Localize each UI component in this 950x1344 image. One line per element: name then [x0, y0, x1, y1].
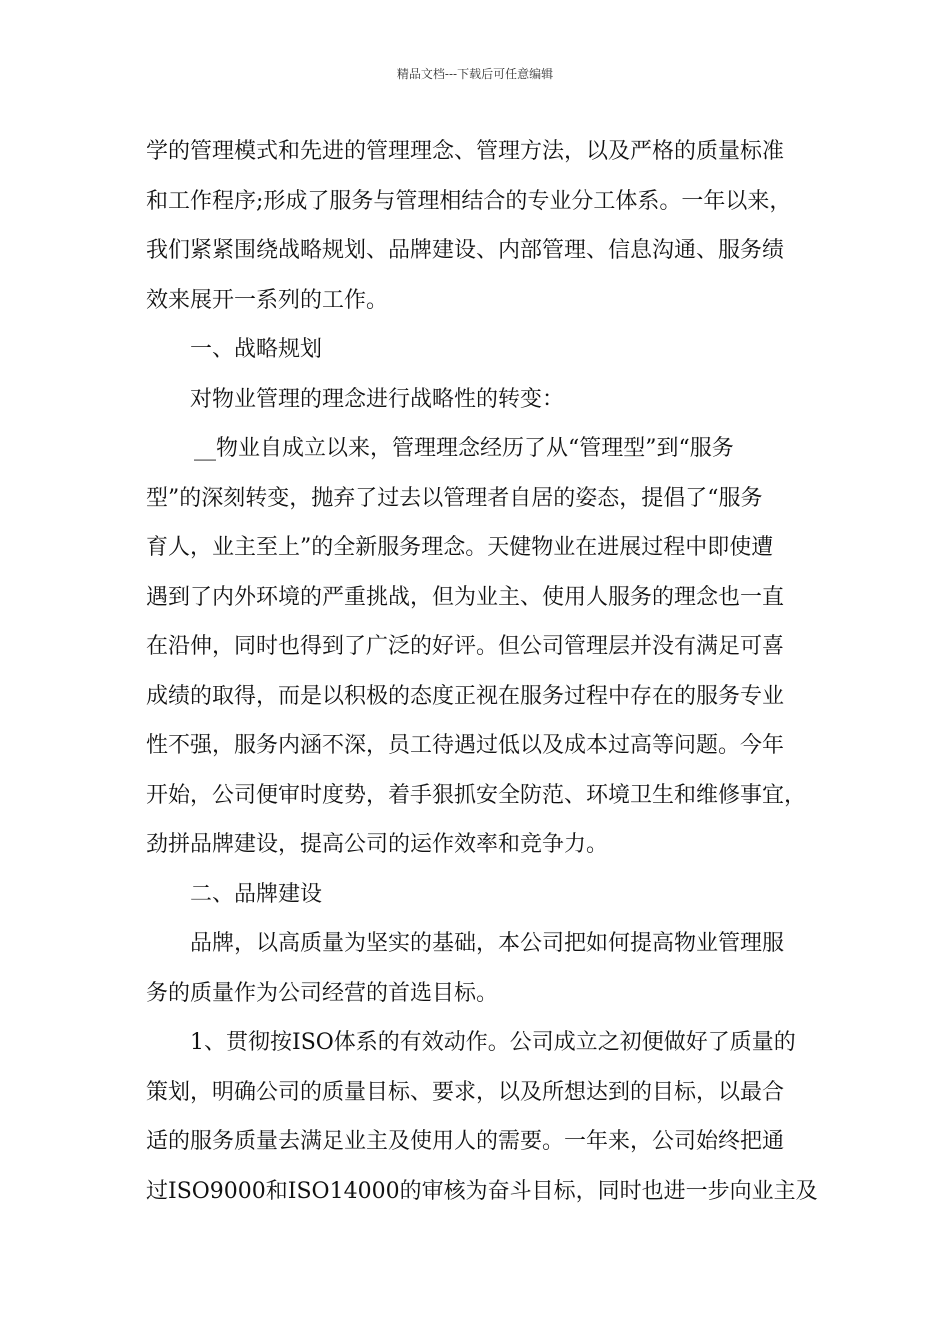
- paragraph-line: 对物业管理的理念进行战略性的转变：: [190, 386, 565, 412]
- paragraph-line: 遇到了内外环境的严重挑战，但为业主、使用人服务的理念也一直: [146, 584, 785, 610]
- page-header: 精品文档---下载后可任意编辑: [396, 67, 554, 81]
- paragraph-line: 劲拼品牌建设，提高公司的运作效率和竞争力。: [146, 832, 609, 857]
- section-heading-brand: 二、品牌建设: [190, 881, 323, 907]
- paragraph-line: 和工作程序;形成了服务与管理相结合的专业分工体系。一年以来，: [146, 188, 792, 214]
- paragraph-line: 过ISO9000和ISO14000的审核为奋斗目标，同时也进一步向业主及: [146, 1178, 818, 1204]
- paragraph-line: 策划，明确公司的质量目标、要求，以及所想达到的目标，以最合: [146, 1079, 785, 1105]
- paragraph-line: 在沿伸，同时也得到了广泛的好评。但公司管理层并没有满足可喜: [146, 634, 785, 659]
- paragraph-line: 我们紧紧围绕战略规划、品牌建设、内部管理、信息沟通、服务绩: [146, 238, 785, 263]
- paragraph-line: 学的管理模式和先进的管理理念、管理方法，以及严格的质量标准: [146, 139, 785, 164]
- section-heading-strategy: 一、战略规划: [190, 337, 323, 362]
- paragraph-line: 开始，公司便审时度势，着手狠抓安全防范、环境卫生和维修事宜，: [146, 782, 807, 808]
- paragraph-line: 效来展开一系列的工作。: [146, 287, 389, 313]
- paragraph-line: 适的服务质量去满足业主及使用人的需要。一年来，公司始终把通: [146, 1129, 785, 1154]
- paragraph-line: 性不强，服务内涵不深，员工待遇过低以及成本过高等问题。今年: [146, 733, 785, 758]
- paragraph-line: 成绩的取得，而是以积极的态度正视在服务过程中存在的服务专业: [146, 683, 785, 709]
- paragraph-line: 型”的深刻转变，抛弃了过去以管理者自居的姿态，提倡了“服务: [146, 485, 763, 511]
- paragraph-line: 育人，业主至上”的全新服务理念。天健物业在进展过程中即使遭: [146, 535, 774, 560]
- paragraph-line: 1、贯彻按ISO体系的有效动作。公司成立之初便做好了质量的: [190, 1030, 796, 1055]
- paragraph-line: 品牌，以高质量为坚实的基础，本公司把如何提高物业管理服: [190, 931, 785, 956]
- document-body: [146, 132, 826, 1221]
- paragraph-line: 务的质量作为公司经营的首选目标。: [146, 980, 499, 1006]
- paragraph-line: __物业自成立以来，管理理念经历了从“管理型”到“服务: [194, 436, 734, 461]
